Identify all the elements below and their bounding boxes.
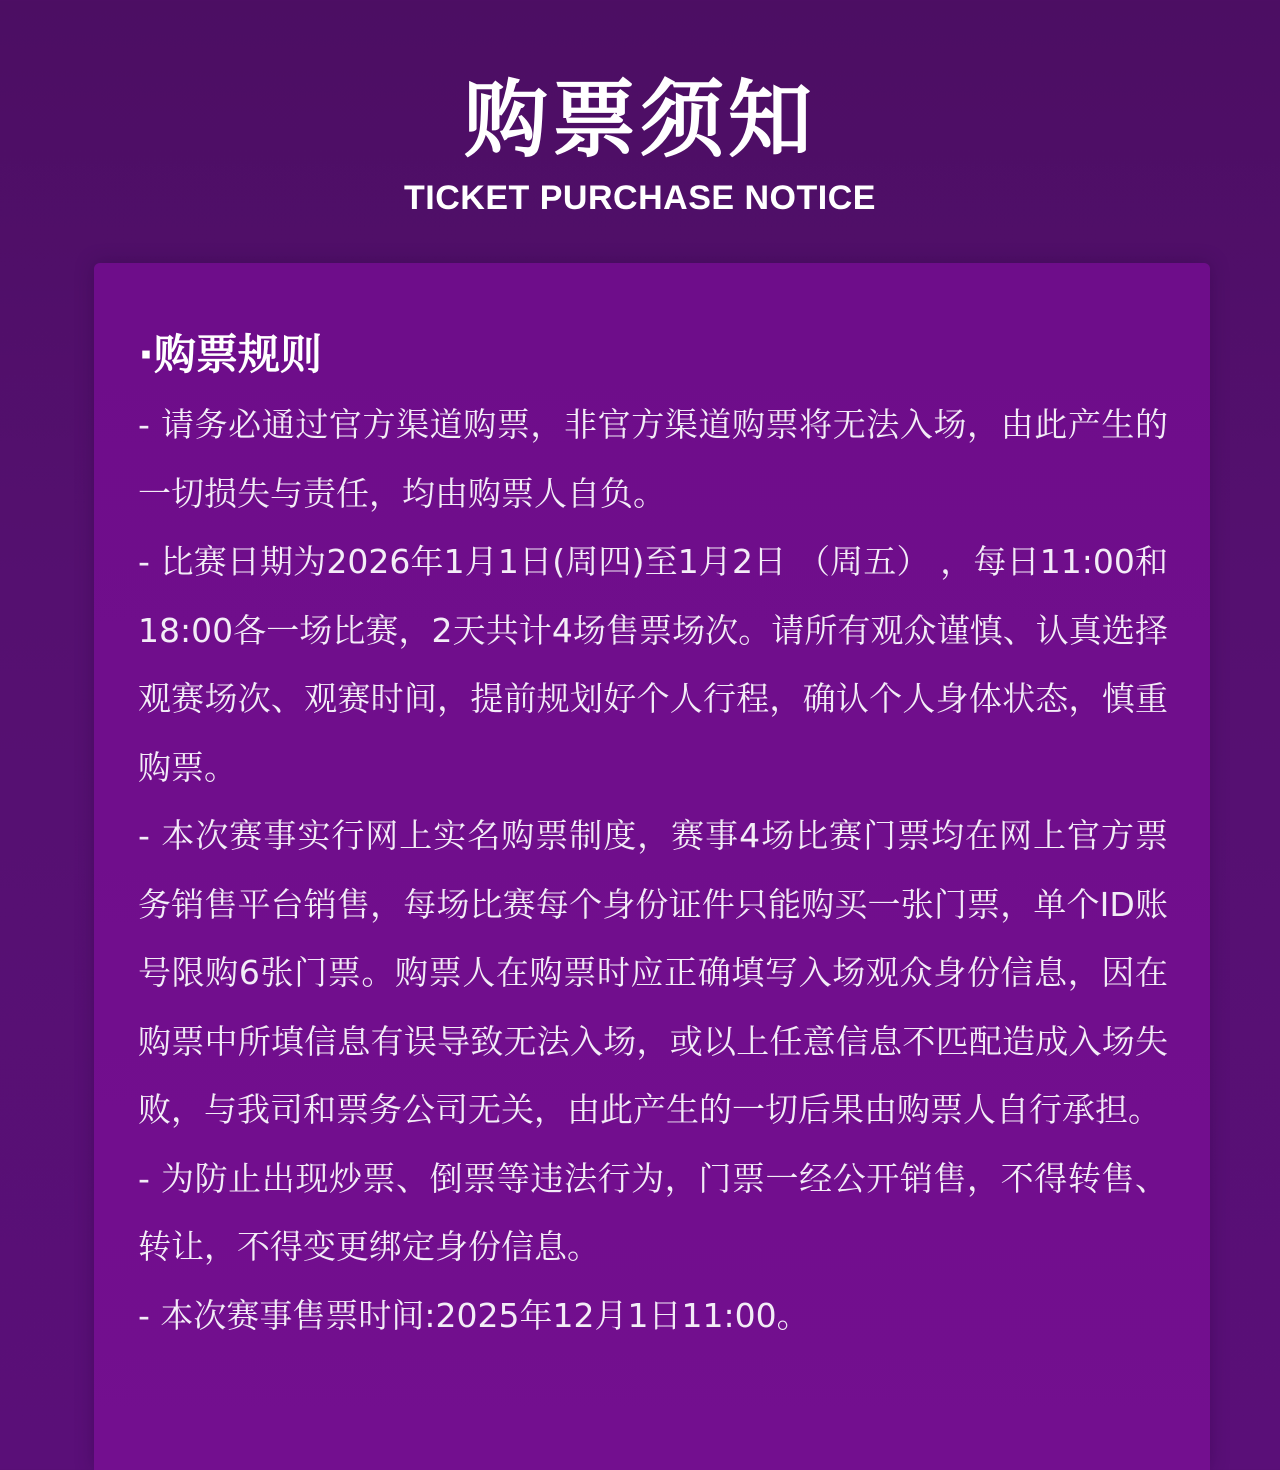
section-title: ·购票规则 <box>138 330 322 379</box>
rules-list <box>138 391 1168 1350</box>
page-header <box>0 70 1280 220</box>
rule-item-official-channel: - 请务必通过官方渠道购票，非官方渠道购票将无法入场，由此产生的一切损失与责任，均由购票人自负。 <box>138 405 1168 513</box>
rule-item-sale-time: - 本次赛事售票时间:2025年12月1日11:00。 <box>138 1295 810 1335</box>
rule-item-real-name: - 本次赛事实行网上实名购票制度，赛事4场比赛门票均在网上官方票务销售平台销售，每场比赛每个身份证件只能购买一张门票，单个ID账号限购6张门票。购票人在购票时应正确填写入场观众身份信息，因在购票中所填信息有误导致无法入场，或以上任意信息不匹配造成入场失败，与我司和票务公司无关，由此产生的一切后果由购票人自行承担。 <box>138 816 1168 1129</box>
notice-card <box>94 263 1210 1470</box>
page-title: 购票须知 <box>463 71 816 169</box>
rule-item-match-dates: - 比赛日期为2026年1月1日(周四)至1月2日 （周五） ，每日11:00和18:00各一场比赛，2天共计4场售票场次。请所有观众谨慎、认真选择观赛场次、观赛时间，提前规划好个人行程，确认个人身体状态，慎重购票。 <box>138 542 1168 787</box>
rule-item-no-resale: - 为防止出现炒票、倒票等违法行为，门票一经公开销售，不得转售、转让，不得变更绑定身份信息。 <box>138 1158 1168 1266</box>
page-subtitle: TICKET PURCHASE NOTICE <box>404 179 876 217</box>
